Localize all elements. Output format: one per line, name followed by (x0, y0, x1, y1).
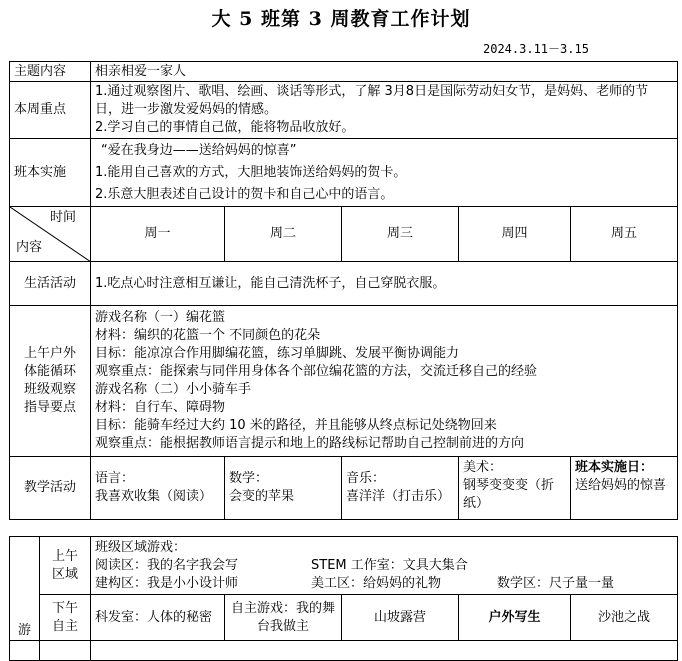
day-thursday: 周四 (459, 207, 571, 262)
day-monday: 周一 (91, 207, 225, 262)
theme-label: 主题内容 (10, 62, 91, 82)
pm-cell-monday: 科发室：人体的秘密 (91, 595, 225, 641)
day-header-row (10, 207, 678, 262)
teaching-activity: 喜洋洋（打击乐） (346, 489, 451, 504)
date-range: 2024.3.11－3.15 (483, 42, 589, 56)
games-next-label (40, 641, 91, 661)
teaching-activity: 我喜欢收集（阅读） (95, 489, 213, 504)
outdoor-line: 材料：自行车、障碍物 (95, 400, 226, 415)
teaching-subject: 班本实施日： (575, 460, 654, 475)
games-table (9, 536, 678, 661)
games-next-content (91, 641, 678, 661)
teaching-activity: 送给妈妈的惊喜 (575, 478, 667, 493)
outdoor-label-line: 体能循环 (23, 364, 76, 379)
teaching-subject: 语言： (95, 471, 135, 486)
area-item: 阅读区：我的名字我会写 (95, 557, 239, 573)
outdoor-line: 目标：能凉凉合作用脚编花篮，练习单脚跳、发展平衡协调能力 (95, 346, 460, 361)
teaching-cell-thursday (459, 457, 571, 520)
outdoor-line: 观察重点：能探索与同伴用身体各个部位编花篮的方法，交流迁移自己的经验 (95, 364, 538, 379)
outdoor-label (10, 306, 91, 457)
pm-games-label (40, 595, 91, 641)
focus-label: 本周重点 (10, 82, 91, 139)
outdoor-label-line: 班级观察 (23, 382, 76, 397)
plan-table (9, 61, 678, 520)
am-label-line: 上午 (51, 548, 78, 564)
outdoor-label-line: 指导要点 (23, 400, 76, 415)
outdoor-line: 材料：编织的花篮一个 不同颜色的花朵 (95, 328, 321, 343)
games-side-label: 游 (10, 537, 40, 641)
teaching-activity: 钢琴变变变（折纸） (463, 478, 555, 511)
day-friday: 周五 (571, 207, 678, 262)
outdoor-content (91, 306, 678, 457)
teaching-cell-monday (91, 457, 225, 520)
teaching-cell-friday (571, 457, 678, 520)
pm-cell-wednesday: 山坡露营 (342, 595, 459, 641)
class-impl-content (91, 139, 678, 207)
focus-line: 2.学习自己的事情自己做，能将物品收放好。 (95, 120, 355, 135)
pm-cell-thursday: 户外写生 (459, 595, 571, 641)
area-item: 建构区：我是小小设计师 (95, 575, 239, 591)
life-row (10, 262, 678, 306)
am-games-row1 (95, 557, 673, 575)
area-item: STEM 工作室：文具大集合 (311, 557, 468, 573)
pm-cell-friday: 沙池之战 (571, 595, 678, 641)
area-item: 美工区：给妈妈的礼物 (311, 575, 442, 591)
am-games-title: 班级区域游戏： (95, 539, 187, 555)
day-wednesday: 周三 (342, 207, 459, 262)
teaching-subject: 美术： (463, 460, 503, 475)
class-impl-line: 2.乐意大胆表述自己设计的贺卡和自己心中的语言。 (95, 186, 394, 202)
teaching-subject: 音乐： (346, 471, 386, 486)
am-label-line: 区域 (51, 566, 78, 582)
time-content-diagonal-cell (10, 207, 91, 262)
am-games-row (10, 537, 678, 595)
pm-label-line: 自主 (51, 618, 78, 634)
am-games-row2 (95, 575, 673, 593)
class-impl-row (10, 139, 678, 207)
teaching-subject: 数学： (229, 471, 269, 486)
outdoor-line: 游戏名称（一）编花篮 (95, 310, 226, 325)
theme-row (10, 62, 678, 82)
life-label: 生活活动 (10, 262, 91, 306)
life-content: 1.吃点心时注意相互谦让，能自己清洗杯子，自己穿脱衣服。 (91, 262, 678, 306)
area-item: 数学区：尺子量一量 (497, 575, 615, 591)
pm-games-row (10, 595, 678, 641)
header-time-label: 时间 (49, 210, 76, 225)
focus-line: 1.通过观察图片、歌唱、绘画、谈话等形式，了解 3月8日是国际劳动妇女节，是妈妈、老师的节日，进一步激发爱妈妈的情感。 (95, 84, 649, 117)
teaching-cell-tuesday (225, 457, 342, 520)
games-side-cont (10, 641, 40, 661)
pm-label-line: 下午 (51, 600, 78, 616)
focus-content (91, 82, 678, 139)
class-impl-line: 1.能用自己喜欢的方式，大胆地装饰送给妈妈的贺卡。 (95, 164, 407, 180)
teaching-cell-wednesday (342, 457, 459, 520)
am-games-content (91, 537, 678, 595)
teaching-row (10, 457, 678, 520)
plan-title: 大 5 班第 3 周教育工作计划 (211, 8, 471, 30)
outdoor-line: 目标：能骑车经过大约 10 米的路径，并且能够从终点标记处绕物回来 (95, 418, 497, 433)
class-impl-label: 班本实施 (10, 139, 91, 207)
header-content-label: 内容 (16, 240, 43, 255)
am-games-label (40, 537, 91, 595)
teaching-label: 教学活动 (10, 457, 91, 520)
outdoor-label-line: 上午户外 (23, 346, 76, 361)
games-next-row (10, 641, 678, 661)
theme-value: 相亲相爱一家人 (91, 62, 678, 82)
class-impl-heading: “爱在我身边——送给妈妈的惊喜” (101, 142, 297, 158)
day-tuesday: 周二 (225, 207, 342, 262)
teaching-activity: 会变的苹果 (229, 489, 295, 504)
outdoor-line: 游戏名称（二）小小骑车手 (95, 382, 252, 397)
focus-row (10, 82, 678, 139)
pm-cell-tuesday: 自主游戏：我的舞台我做主 (225, 595, 342, 641)
outdoor-line: 观察重点：能根据教师语言提示和地上的路线标记帮助自己控制前进的方向 (95, 436, 525, 451)
outdoor-row (10, 306, 678, 457)
